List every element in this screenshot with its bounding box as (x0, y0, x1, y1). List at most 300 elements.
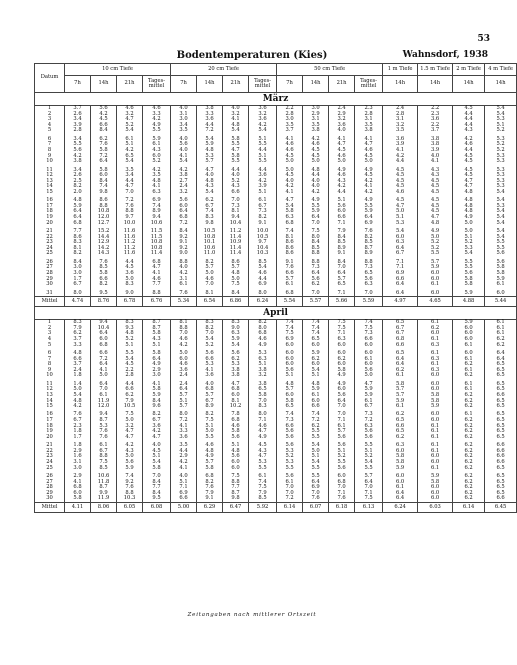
footnote: Zeitangaben nach mittlerer Ortszeit (187, 612, 317, 618)
value-cell: 4.6 (329, 154, 355, 160)
value-cell: 4.8 (197, 148, 223, 154)
value-cell: 8.9 (329, 246, 355, 252)
value-cell: 3.9 (383, 142, 418, 148)
value-cell: 6.2 (453, 435, 485, 441)
value-cell: 9.8 (197, 221, 223, 227)
value-cell: 5.5 (223, 142, 249, 148)
day-cell: 19 (35, 429, 65, 435)
value-cell: 3.8 (223, 373, 249, 379)
value-cell: 8.1 (277, 235, 303, 241)
value-cell: 6.0 (143, 154, 171, 160)
value-cell: 5.7 (223, 265, 249, 271)
value-cell: 3.0 (65, 271, 91, 277)
value-cell: 3.8 (223, 368, 249, 374)
value-cell: 8.5 (303, 246, 329, 252)
value-cell: 8.4 (223, 291, 249, 297)
value-cell: 8.2 (197, 326, 223, 332)
value-cell: 3.5 (303, 123, 329, 129)
value-cell: 6.0 (453, 331, 485, 337)
value-cell: 10.5 (197, 229, 223, 235)
value-cell: 6.1 (453, 387, 485, 393)
value-cell: 6.0 (303, 343, 329, 349)
value-cell: 6.1 (249, 198, 277, 204)
value-cell: 5.5 (197, 435, 223, 441)
mean-cell: 8.76 (91, 297, 117, 307)
value-cell: 12.9 (91, 240, 117, 246)
value-cell: 6.7 (65, 282, 91, 288)
value-cell: 5.4 (171, 159, 197, 165)
value-cell: 7.1 (329, 221, 355, 227)
value-cell: 4.9 (329, 373, 355, 379)
value-cell: 1.4 (65, 382, 91, 388)
value-cell: 6.0 (329, 387, 355, 393)
value-cell: 9.4 (91, 320, 117, 326)
value-cell: 8.2 (91, 282, 117, 288)
value-cell: 3.0 (277, 117, 303, 123)
value-cell: 6.4 (383, 362, 418, 368)
value-cell: 6.0 (223, 393, 249, 399)
value-cell: 4.6 (355, 148, 383, 154)
value-cell: 6.0 (383, 235, 418, 241)
value-cell: 8.6 (223, 260, 249, 266)
value-cell: 7.4 (303, 331, 329, 337)
value-cell: 9.1 (197, 496, 223, 502)
value-cell: 4.5 (303, 148, 329, 154)
value-cell: 4.6 (143, 106, 171, 112)
value-cell: 9.1 (329, 251, 355, 257)
value-cell: 7.0 (223, 198, 249, 204)
value-cell: 7.2 (91, 154, 117, 160)
value-cell: 7.4 (197, 209, 223, 215)
value-cell: 6.5 (485, 368, 517, 374)
day-cell: 3 (35, 331, 65, 337)
value-cell: 8.7 (91, 418, 117, 424)
value-cell: 4.2 (249, 123, 277, 129)
value-cell: 5.4 (485, 106, 517, 112)
value-cell: 3.3 (197, 112, 223, 118)
value-cell: 6.5 (485, 491, 517, 497)
value-cell: 4.6 (249, 424, 277, 430)
value-cell: 9.8 (223, 496, 249, 502)
mean-cell: 6.47 (223, 502, 249, 512)
value-cell: 4.5 (453, 173, 485, 179)
value-cell: 5.8 (453, 282, 485, 288)
value-cell: 5.0 (453, 229, 485, 235)
value-cell: 4.2 (117, 148, 143, 154)
value-cell: 10.6 (91, 474, 117, 480)
value-cell: 7.3 (303, 265, 329, 271)
value-cell: 6.2 (91, 137, 117, 143)
value-cell: 4.5 (91, 117, 117, 123)
mean-cell: 6.24 (249, 297, 277, 307)
mean-cell: 6.24 (383, 502, 418, 512)
value-cell: 10.5 (117, 404, 143, 410)
value-cell: 8.0 (249, 326, 277, 332)
value-cell: 11.6 (117, 235, 143, 241)
value-cell: 8.4 (143, 491, 171, 497)
page-title: Bodentemperaturen (Kies) (176, 50, 328, 61)
value-cell: 5.5 (277, 466, 303, 472)
value-cell: 4.4 (453, 123, 485, 129)
mean-cell: 5.66 (329, 297, 355, 307)
value-cell: 6.8 (65, 485, 91, 491)
value-cell: 3.6 (197, 117, 223, 123)
day-cell: 21 (35, 229, 65, 235)
month-heading-row (35, 307, 517, 320)
value-cell: 6.3 (418, 343, 453, 349)
value-cell: 7.6 (117, 204, 143, 210)
value-cell: 5.3 (485, 137, 517, 143)
value-cell: 5.8 (277, 209, 303, 215)
value-cell: 2.4 (171, 184, 197, 190)
value-cell: 4.6 (197, 277, 223, 283)
value-cell: 8.6 (277, 240, 303, 246)
value-cell: 5.4 (197, 137, 223, 143)
value-cell: 2.2 (418, 106, 453, 112)
value-cell: 8.8 (117, 491, 143, 497)
value-cell: 5.9 (383, 466, 418, 472)
value-cell: 5.4 (303, 460, 329, 466)
value-cell: 2.8 (383, 112, 418, 118)
soil-temperature-table (34, 63, 517, 513)
value-cell: 6.6 (117, 387, 143, 393)
value-cell: 7.3 (277, 418, 303, 424)
value-cell: 6.4 (485, 351, 517, 357)
value-cell: 8.1 (65, 246, 91, 252)
day-cell: 23 (35, 454, 65, 460)
day-cell: 12 (35, 387, 65, 393)
value-cell: 6.2 (453, 466, 485, 472)
value-cell: 7.1 (329, 331, 355, 337)
value-cell: 6.9 (355, 221, 383, 227)
day-cell: 23 (35, 240, 65, 246)
value-cell: 14.3 (91, 251, 117, 257)
mean-cell: 5.59 (355, 297, 383, 307)
value-cell: 6.5 (485, 485, 517, 491)
value-cell: 6.1 (418, 320, 453, 326)
value-cell: 7.2 (277, 496, 303, 502)
value-cell: 4.4 (453, 117, 485, 123)
value-cell: 7.0 (303, 221, 329, 227)
value-cell: 5.6 (65, 148, 91, 154)
value-cell: 5.8 (223, 137, 249, 143)
value-cell: 6.6 (485, 393, 517, 399)
value-cell: 11.5 (143, 229, 171, 235)
value-cell: 5.2 (143, 159, 171, 165)
value-cell: 5.9 (143, 137, 171, 143)
day-cell: 6 (35, 137, 65, 143)
value-cell: 5.5 (249, 159, 277, 165)
value-cell: 7.0 (277, 491, 303, 497)
value-cell: 8.6 (277, 251, 303, 257)
value-cell: 3.6 (383, 137, 418, 143)
value-cell: 8.0 (171, 412, 197, 418)
value-cell: 4.6 (171, 337, 197, 343)
value-cell: 6.8 (65, 221, 91, 227)
value-cell: 5.8 (383, 382, 418, 388)
value-cell: 5.9 (453, 291, 485, 297)
value-cell: 4.0 (329, 128, 355, 134)
value-cell: 7.6 (277, 265, 303, 271)
value-cell: 6.1 (418, 429, 453, 435)
value-cell: 8.4 (91, 179, 117, 185)
value-cell: 4.2 (91, 112, 117, 118)
day-cell: 19 (35, 215, 65, 221)
value-cell: 5.4 (303, 443, 329, 449)
value-cell: 6.3 (329, 337, 355, 343)
value-cell: 4.1 (355, 137, 383, 143)
value-cell: 8.0 (249, 412, 277, 418)
value-cell: 8.8 (143, 291, 171, 297)
value-cell: 8.5 (355, 240, 383, 246)
value-cell: 4.1 (277, 190, 303, 196)
value-cell: 2.3 (418, 112, 453, 118)
day-cell: 20 (35, 435, 65, 441)
day-cell: 14 (35, 399, 65, 405)
day-cell: 27 (35, 265, 65, 271)
value-cell: 4.8 (453, 198, 485, 204)
mean-cell: 6.45 (485, 502, 517, 512)
value-cell: 4.3 (117, 449, 143, 455)
value-cell: 5.8 (143, 466, 171, 472)
value-cell: 6.2 (418, 326, 453, 332)
value-cell: 6.0 (91, 337, 117, 343)
value-cell: 6.1 (418, 424, 453, 430)
value-cell: 4.8 (303, 382, 329, 388)
value-cell: 5.6 (485, 251, 517, 257)
mean-cell: 5.00 (171, 502, 197, 512)
value-cell: 5.3 (197, 154, 223, 160)
value-cell: 6.1 (91, 393, 117, 399)
value-cell: 4.5 (418, 179, 453, 185)
mean-cell: 5.57 (303, 297, 329, 307)
day-cell: 24 (35, 460, 65, 466)
value-cell: 5.9 (65, 204, 91, 210)
mean-cell: 6.29 (197, 502, 223, 512)
value-cell: 6.8 (91, 343, 117, 349)
value-cell: 4.5 (117, 362, 143, 368)
value-cell: 4.3 (143, 148, 171, 154)
value-cell: 6.1 (453, 412, 485, 418)
value-cell: 2.5 (65, 179, 91, 185)
value-cell: 10.4 (91, 326, 117, 332)
value-cell: 5.5 (223, 159, 249, 165)
value-cell: 6.6 (197, 357, 223, 363)
header-sub: 14h (485, 76, 517, 93)
value-cell: 5.5 (485, 246, 517, 252)
day-cell: 11 (35, 382, 65, 388)
value-cell: 4.1 (277, 137, 303, 143)
value-cell: 12.0 (91, 215, 117, 221)
value-cell: 3.4 (117, 173, 143, 179)
value-cell: 6.6 (171, 496, 197, 502)
value-cell: 6.1 (485, 326, 517, 332)
value-cell: 6.0 (418, 331, 453, 337)
value-cell: 4.8 (117, 331, 143, 337)
value-cell: 11.4 (223, 246, 249, 252)
value-cell: 6.3 (249, 357, 277, 363)
value-cell: 3.3 (143, 112, 171, 118)
value-cell: 6.2 (453, 443, 485, 449)
value-cell: 10.0 (117, 221, 143, 227)
value-cell: 5.9 (418, 474, 453, 480)
value-cell: 7.6 (303, 496, 329, 502)
value-cell: 6.6 (485, 496, 517, 502)
value-cell: 5.5 (249, 142, 277, 148)
value-cell: 6.0 (418, 418, 453, 424)
value-cell: 6.5 (383, 429, 418, 435)
value-cell: 5.7 (197, 265, 223, 271)
value-cell: 8.1 (171, 320, 197, 326)
value-cell: 4.9 (355, 168, 383, 174)
value-cell: 5.6 (277, 443, 303, 449)
value-cell: 6.3 (383, 240, 418, 246)
value-cell: 6.8 (383, 337, 418, 343)
value-cell: 6.1 (329, 424, 355, 430)
value-cell: 5.1 (249, 137, 277, 143)
value-cell: 6.8 (277, 291, 303, 297)
value-cell: 4.9 (197, 454, 223, 460)
value-cell: 9.8 (91, 190, 117, 196)
day-cell: 5 (35, 343, 65, 349)
mean-cell: 6.07 (303, 502, 329, 512)
value-cell: 6.2 (329, 357, 355, 363)
day-cell: 27 (35, 480, 65, 486)
value-cell: 7.3 (355, 265, 383, 271)
value-cell: 4.4 (117, 260, 143, 266)
value-cell: 6.2 (453, 454, 485, 460)
value-cell: 6.5 (277, 404, 303, 410)
mean-row (35, 297, 517, 307)
value-cell: 6.1 (418, 466, 453, 472)
value-cell: 10.3 (117, 496, 143, 502)
value-cell: 4.2 (171, 343, 197, 349)
value-cell: 5.5 (485, 240, 517, 246)
value-cell: 9.2 (171, 246, 197, 252)
value-cell: 6.1 (383, 485, 418, 491)
value-cell: 5.2 (485, 148, 517, 154)
value-cell: 6.2 (453, 491, 485, 497)
value-cell: 4.4 (223, 168, 249, 174)
value-cell: 8.8 (223, 480, 249, 486)
value-cell: 5.7 (418, 260, 453, 266)
value-cell: 3.0 (303, 106, 329, 112)
value-cell: 4.1 (355, 184, 383, 190)
value-cell: 5.6 (329, 466, 355, 472)
value-cell: 3.5 (171, 128, 197, 134)
value-cell: 6.1 (355, 357, 383, 363)
value-cell: 5.6 (223, 351, 249, 357)
value-cell: 5.0 (277, 168, 303, 174)
value-cell: 4.9 (143, 362, 171, 368)
value-cell: 4.5 (418, 209, 453, 215)
value-cell: 4.7 (383, 204, 418, 210)
value-cell: 6.2 (453, 404, 485, 410)
value-cell: 9.1 (277, 260, 303, 266)
value-cell: 6.3 (418, 357, 453, 363)
value-cell: 4.7 (355, 382, 383, 388)
value-cell: 5.0 (197, 429, 223, 435)
value-cell: 7.5 (303, 229, 329, 235)
value-cell: 7.7 (143, 282, 171, 288)
value-cell: 4.7 (329, 142, 355, 148)
value-cell: 4.5 (383, 168, 418, 174)
value-cell: 11.2 (117, 246, 143, 252)
mean-cell: 8.06 (91, 502, 117, 512)
day-cell: 28 (35, 485, 65, 491)
value-cell: 5.1 (197, 424, 223, 430)
day-cell: 9 (35, 154, 65, 160)
value-cell: 6.8 (277, 221, 303, 227)
value-cell: 6.6 (91, 351, 117, 357)
value-cell: 5.2 (485, 142, 517, 148)
value-cell: 6.7 (383, 331, 418, 337)
value-cell: 5.8 (418, 399, 453, 405)
value-cell: 6.4 (171, 387, 197, 393)
value-cell: 6.1 (485, 331, 517, 337)
value-cell: 4.2 (303, 190, 329, 196)
value-cell: 4.4 (453, 112, 485, 118)
value-cell: 6.2 (223, 357, 249, 363)
value-cell: 4.0 (223, 173, 249, 179)
value-cell: 6.4 (303, 271, 329, 277)
value-cell: 11.9 (91, 399, 117, 405)
value-cell: 5.1 (143, 454, 171, 460)
value-cell: 9.7 (117, 215, 143, 221)
value-cell: 4.7 (117, 184, 143, 190)
value-cell: 6.2 (453, 460, 485, 466)
value-cell: 6.1 (249, 474, 277, 480)
header-sub: Tages-mittel (249, 76, 277, 93)
value-cell: 6.7 (383, 326, 418, 332)
value-cell: 7.1 (249, 418, 277, 424)
header-group: 1 m Tiefe (383, 64, 418, 76)
mean-cell: 6.14 (453, 502, 485, 512)
value-cell: 3.2 (117, 112, 143, 118)
value-cell: 9.4 (223, 215, 249, 221)
value-cell: 6.4 (65, 215, 91, 221)
value-cell: 10.6 (197, 246, 223, 252)
value-cell: 6.4 (303, 215, 329, 221)
value-cell: 3.0 (65, 265, 91, 271)
value-cell: 4.8 (65, 351, 91, 357)
value-cell: 6.1 (117, 137, 143, 143)
value-cell: 6.9 (171, 491, 197, 497)
header-sub: Tages-mittel (355, 76, 383, 93)
day-cell: 8 (35, 362, 65, 368)
value-cell: 4.1 (143, 271, 171, 277)
value-cell: 5.4 (117, 128, 143, 134)
day-cell: 14 (35, 184, 65, 190)
value-cell: 7.5 (223, 474, 249, 480)
value-cell: 6.0 (418, 454, 453, 460)
value-cell: 10.4 (249, 246, 277, 252)
value-cell: 9.6 (143, 404, 171, 410)
value-cell: 2.4 (383, 106, 418, 112)
value-cell: 6.4 (383, 357, 418, 363)
value-cell: 5.0 (117, 454, 143, 460)
value-cell: 6.5 (485, 412, 517, 418)
value-cell: 7.4 (277, 229, 303, 235)
value-cell: 6.5 (485, 429, 517, 435)
value-cell: 6.0 (453, 337, 485, 343)
value-cell: 5.8 (329, 368, 355, 374)
value-cell: 5.0 (197, 271, 223, 277)
value-cell: 6.3 (383, 443, 418, 449)
value-cell: 6.2 (485, 337, 517, 343)
value-cell: 4.6 (197, 443, 223, 449)
header-sub: Tages-mittel (143, 76, 171, 93)
